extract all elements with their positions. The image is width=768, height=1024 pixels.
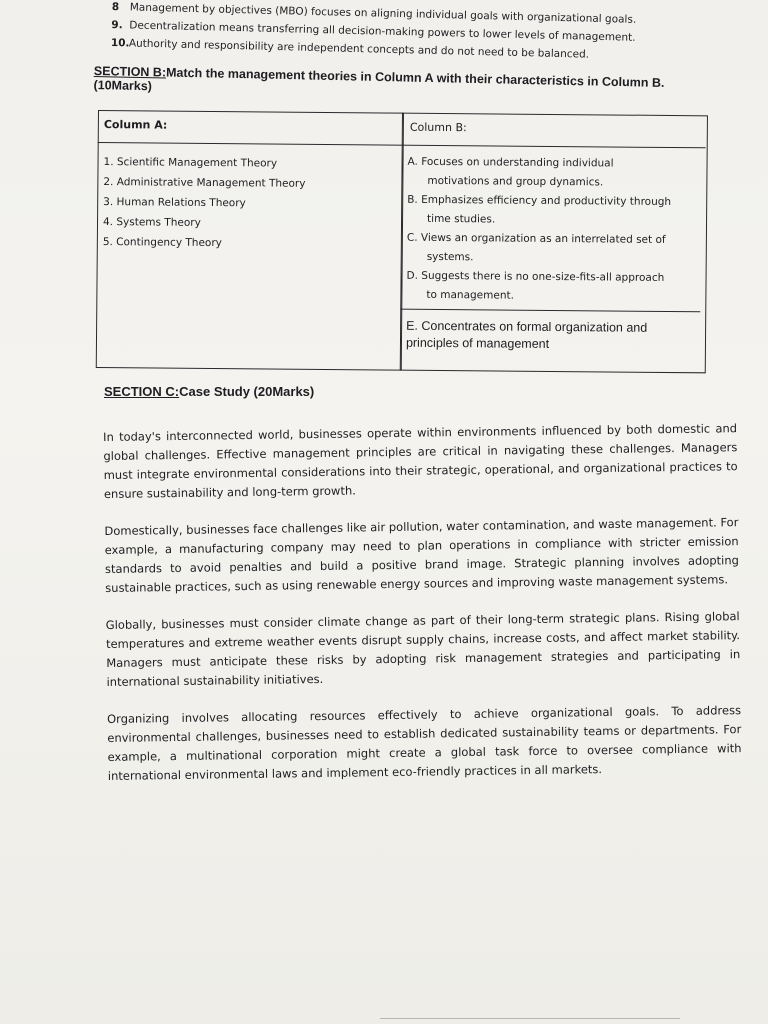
item-number: 8 bbox=[111, 0, 120, 14]
section-c-label: SECTION C: bbox=[104, 384, 180, 399]
characteristic-continuation: systems. bbox=[426, 250, 474, 264]
section-b-instruction: Match the management theories in Column A with their characteristics in Column B.(10Marks) bbox=[93, 65, 665, 94]
characteristic-item bbox=[407, 153, 695, 194]
column-b-header: Column B: bbox=[409, 120, 467, 135]
characteristic-first-line: D. Suggests there is no one-size-fits-all approach bbox=[406, 269, 665, 284]
true-false-items bbox=[111, 0, 712, 67]
item-text: Decentralization means transferring all decision-making powers to lower levels of management. bbox=[129, 19, 636, 44]
item-text: Management by objectives (MBO) focuses on aligning individual goals with organizational goals. bbox=[129, 1, 637, 26]
characteristic-continuation: principles of management bbox=[405, 335, 550, 351]
item-number: 9. bbox=[111, 18, 123, 32]
characteristic-first-line: C. Views an organization as an interrelated set of bbox=[406, 231, 666, 246]
characteristic-item bbox=[406, 318, 694, 355]
section-c-title: Case Study (20Marks) bbox=[179, 384, 315, 399]
characteristic-item bbox=[407, 191, 695, 232]
characteristic-item bbox=[406, 267, 694, 308]
characteristic-first-line: E. Concentrates on formal organization and bbox=[406, 318, 648, 335]
theory-item: 3. Human Relations Theory bbox=[103, 196, 246, 210]
theory-item: 5. Contingency Theory bbox=[102, 236, 222, 250]
characteristic-continuation: to management. bbox=[426, 288, 515, 302]
paragraph: Domestically, businesses face challenges like air pollution, water contamination, and waste management. For example, a manufacturing company may need to plan operations in compliance with stricter emission standards to avoid penalties and build a positive brand image. Strategic planning involves adopting sustainable practices, such as using renewable energy sources and improving waste management systems. bbox=[104, 515, 740, 595]
matching-table bbox=[96, 110, 706, 371]
characteristic-first-line: A. Focuses on understanding individual bbox=[407, 155, 614, 170]
bottom-rule bbox=[380, 1018, 680, 1019]
characteristic-first-line: B. Emphasizes efficiency and productivity through bbox=[407, 193, 672, 209]
item-number: 10. bbox=[110, 36, 130, 50]
section-c-heading bbox=[104, 384, 314, 399]
characteristic-continuation: time studies. bbox=[427, 212, 496, 226]
theory-item: 2. Administrative Management Theory bbox=[103, 176, 306, 190]
theory-item: 4. Systems Theory bbox=[102, 216, 201, 229]
column-a-list bbox=[103, 152, 306, 254]
paragraph: Organizing involves allocating resources effectively to achieve organizational goals. To address environmental challenges, businesses need to establish dedicated sustainability teams or departments. For example, a multinational corporation might create a global task force to oversee compliance with international environmental laws and implement eco-friendly practices in all markets. bbox=[106, 703, 742, 783]
case-study-text bbox=[103, 419, 742, 804]
column-a-header: Column A: bbox=[103, 118, 168, 132]
characteristic-continuation: motivations and group dynamics. bbox=[427, 174, 604, 189]
paragraph: Globally, businesses must consider climate change as part of their long-term strategic plans. Rising global temperatures and extreme weather events disrupt supply chains, increase costs, and affect market stability. Managers must anticipate these risks by adopting risk management strategies and participating in international sustainability initiatives. bbox=[105, 609, 741, 689]
item-text: Authority and responsibility are independent concepts and do not need to be balanced. bbox=[128, 37, 590, 61]
section-b-heading bbox=[93, 64, 693, 105]
characteristic-item bbox=[407, 229, 695, 270]
row-divider bbox=[400, 309, 700, 313]
theory-item: 1. Scientific Management Theory bbox=[103, 156, 278, 170]
section-b-label: SECTION B: bbox=[93, 64, 167, 80]
paragraph: In today's interconnected world, businesses operate within environments influenced by both domestic and global challenges. Effective management principles are critical in navigating these challenges. Managers must integrate environmental considerations into their strategic, operational, and organizational practices to ensure sustainability and long-term growth. bbox=[103, 421, 738, 501]
column-b-list bbox=[406, 153, 696, 355]
